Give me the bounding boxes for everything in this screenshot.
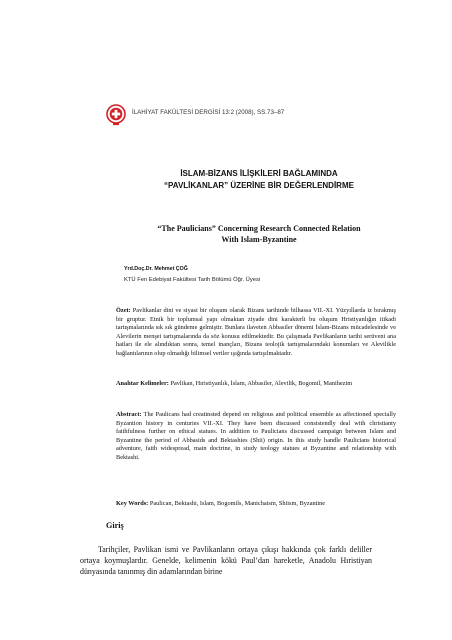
ozet-paragraph [116,307,396,359]
journal-citation: İLAHİYAT FAKÜLTESİ DERGİSİ 13:2 (2008), SS.73–87 [132,109,285,116]
english-title-line-2: With Islam-Byzantine [221,234,297,244]
anahtar-text: Pavlikan, Hıristiyanlık, İslam, Abbasiler, Alevilik, Bogomil, Manihezim [170,380,353,387]
anahtar-label: Anahtar Kelimeler: [116,380,169,387]
keywords-label: Key Words: [116,500,149,507]
keywords-text: Paulican, Bektashi, Islam, Bogomils, Manichaism, Shiism, Byzantine [149,500,326,507]
english-title [106,224,412,245]
turkish-title-line-1: İSLAM-BİZANS İLİŞKİLERİ BAĞLAMINDA [180,169,338,178]
abstract-text: The Paulicans had creatinsted depend on religious and political ensemble as affectioned specially Byzantion history in centuries VII.-XI. They have been discussed consistendly deal with christianty faithfulness further on ethical statues. In addition to Paulicians discussed campaign between Islam and Byzantine the period of Abbasids and Bektashies (Shii) origin. In this study handle Paulicians historical adventure, faith widespread, main doctrine, in study teology statues at Byzantine and relationship with Bektashi. [116,411,396,461]
turkish-title [106,168,412,191]
faculty-seal-icon [106,104,126,126]
giris-paragraph: Tarihçiler, Pavlikan ismi ve Pavlikanların ortaya çıkışı hakkında çok farklı deliller ortaya koymuşlardır. Genelde, kelimenin kökü Paul’dan hareketle, Anadolu Hıristiyan dünyasında tanınmış din adamlarından birine [80,545,372,576]
journal-header [106,104,412,124]
giris-heading: Giriş [106,521,124,530]
english-title-line-1: “The Paulicians” Concerning Research Connected Relation [157,224,361,233]
turkish-title-line-2: “PAVLİKANLAR” ÜZERİNE BİR DEĞERLENDİRME [164,180,354,190]
abstract-paragraph [116,411,396,463]
author-name: Yrd.Doç.Dr. Mehmet ÇOĞ [124,266,188,272]
ozet-text: Pavlikanlar dini ve siyasi bir oluşum olarak Bizans tarihinde bilhassa VII.-XI. Yüzyıllarda iz bırakmış bir gruptur. Etnik bir toplumsal yapı olmaktan ziyade dini karakterli bu oluşum Hristiyanlığın itikadi tartışmalarında sık sık gündeme gelmiştir. Bunlara ilaveten Abbasiler dönemi İslam-Bizans mücadelesinde ve Alevilerin menşei tartışmalarında da söz konusu edilmektedir. Bu çalışmada Pavlikanların tarihi serüveni ana hatları ile ele alındıktan sonra, temel inançları, Bizans teolojik tartışmalarındaki konumları ve Alevilikle bağlantılarının olup olmadığı bilimsel veriler ışığında tartışılmaktadır. [116,307,397,357]
author-affiliation: KTÜ Fen Edebiyat Fakültesi Tarih Bölümü Öğr. Üyesi [124,277,261,283]
anahtar-kelimeler [116,380,396,389]
ozet-label: Özet: [116,307,131,314]
abstract-label: Abstract: [116,411,142,418]
key-words [116,500,396,509]
